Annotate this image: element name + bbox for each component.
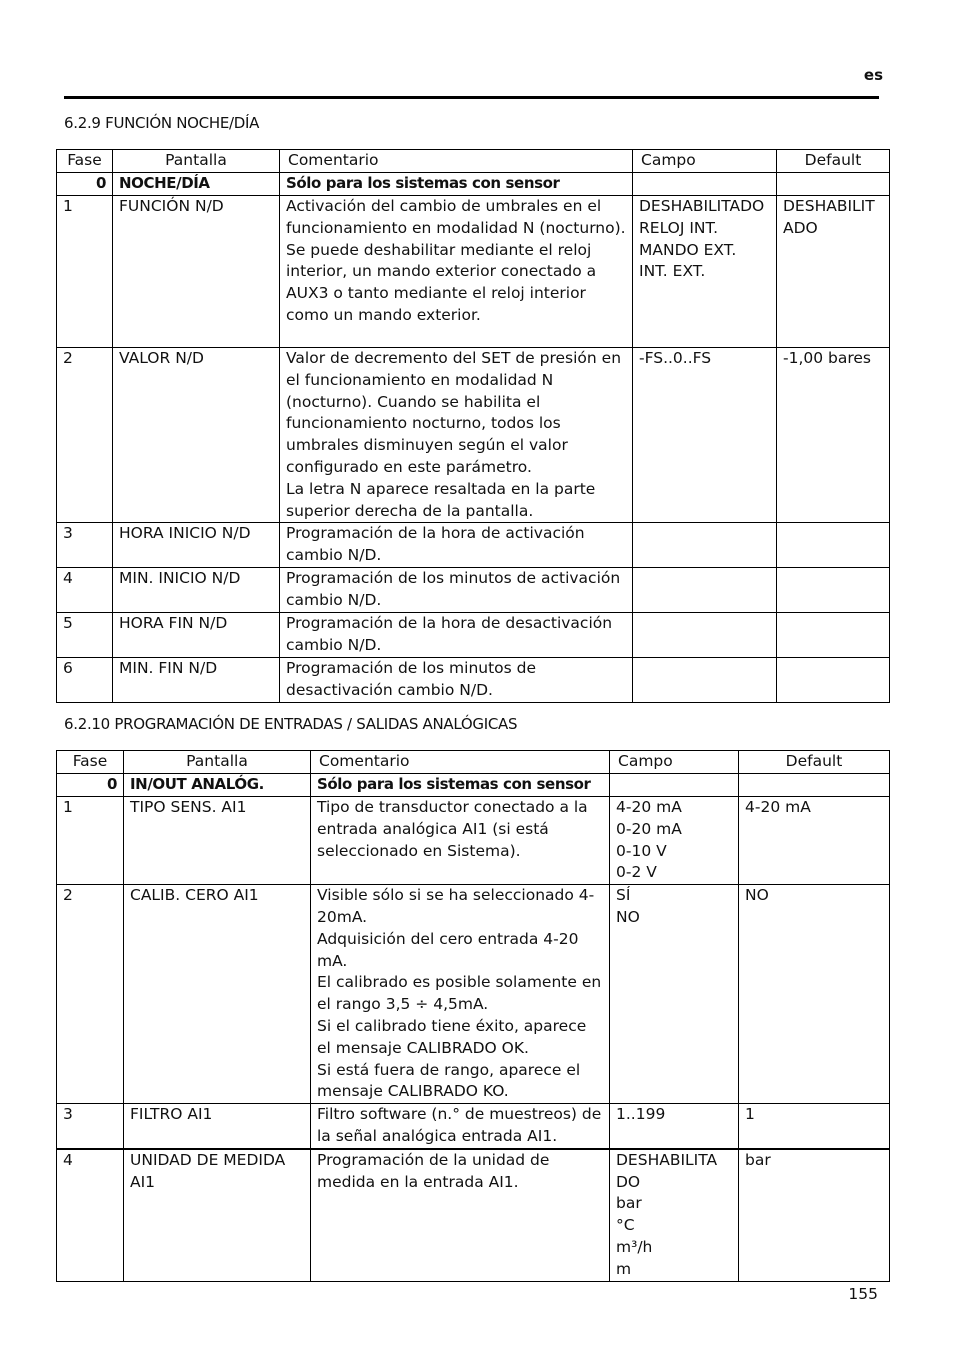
cell-default: 1 <box>739 1104 890 1149</box>
cell-campo <box>633 613 777 658</box>
cell-fase: 6 <box>57 658 113 703</box>
cell-pantalla: IN/OUT ANALÓG. <box>124 774 311 797</box>
cell-fase: 2 <box>57 348 113 523</box>
cell-fase: 1 <box>57 797 124 885</box>
cell-comentario: Programación de la hora de activación cambio N/D. <box>280 523 633 568</box>
cell-default <box>739 774 890 797</box>
table-row <box>57 523 890 568</box>
column-header-fase: Fase <box>57 751 124 774</box>
table-row <box>57 613 890 658</box>
cell-default <box>777 523 890 568</box>
cell-default <box>777 173 890 196</box>
column-header-comentario: Comentario <box>280 150 633 173</box>
cell-pantalla: TIPO SENS. AI1 <box>124 797 311 885</box>
cell-campo <box>610 774 739 797</box>
table-row <box>57 1104 890 1149</box>
column-header-campo: Campo <box>610 751 739 774</box>
cell-comentario: Programación de los minutos de desactivación cambio N/D. <box>280 658 633 703</box>
cell-default <box>777 658 890 703</box>
cell-campo: -FS..0..FS <box>633 348 777 523</box>
cell-campo <box>633 523 777 568</box>
column-header-default: Default <box>739 751 890 774</box>
cell-default <box>777 568 890 613</box>
cell-fase: 2 <box>57 885 124 1104</box>
cell-fase: 4 <box>57 568 113 613</box>
cell-pantalla: HORA INICIO N/D <box>113 523 280 568</box>
table-analog-io <box>56 750 890 1282</box>
cell-fase: 3 <box>57 1104 124 1149</box>
cell-pantalla: MIN. INICIO N/D <box>113 568 280 613</box>
cell-default: DESHABILIT ADO <box>777 196 890 348</box>
table-row <box>57 568 890 613</box>
cell-campo: 1..199 <box>610 1104 739 1149</box>
cell-fase: 0 <box>57 173 113 196</box>
cell-pantalla: HORA FIN N/D <box>113 613 280 658</box>
cell-comentario: Sólo para los sistemas con sensor <box>280 173 633 196</box>
column-header-campo: Campo <box>633 150 777 173</box>
cell-comentario: Filtro software (n.° de muestreos) de la señal analógica entrada AI1. <box>311 1104 610 1149</box>
cell-campo: SÍ NO <box>610 885 739 1104</box>
section-title-night-day: 6.2.9 FUNCIÓN NOCHE/DÍA <box>64 114 260 132</box>
table-row <box>57 658 890 703</box>
cell-fase: 1 <box>57 196 113 348</box>
table-night-day <box>56 149 890 703</box>
table-row <box>57 196 890 348</box>
table-row <box>57 774 890 797</box>
cell-campo <box>633 173 777 196</box>
language-code: es <box>863 66 883 84</box>
table-row <box>57 348 890 523</box>
column-header-pantalla: Pantalla <box>113 150 280 173</box>
table-row <box>57 885 890 1104</box>
cell-fase: 0 <box>57 774 124 797</box>
cell-campo: 4-20 mA 0-20 mA 0-10 V 0-2 V <box>610 797 739 885</box>
cell-comentario: Programación de los minutos de activación cambio N/D. <box>280 568 633 613</box>
column-header-comentario: Comentario <box>311 751 610 774</box>
cell-fase: 5 <box>57 613 113 658</box>
cell-comentario: Activación del cambio de umbrales en el funcionamiento en modalidad N (nocturno). Se puede deshabilitar mediante el reloj interior, un mando exterior conectado a AUX3 o tanto mediante el reloj interior como un mando exterior. <box>280 196 633 348</box>
cell-default: -1,00 bares <box>777 348 890 523</box>
cell-comentario: Programación de la unidad de medida en la entrada AI1. <box>311 1149 610 1281</box>
cell-pantalla: FUNCIÓN N/D <box>113 196 280 348</box>
cell-comentario: Sólo para los sistemas con sensor <box>311 774 610 797</box>
header-rule <box>64 96 879 99</box>
cell-pantalla: NOCHE/DÍA <box>113 173 280 196</box>
section-title-analog-io: 6.2.10 PROGRAMACIÓN DE ENTRADAS / SALIDAS ANALÓGICAS <box>64 715 518 733</box>
cell-default: bar <box>739 1149 890 1281</box>
cell-comentario: Tipo de transductor conectado a la entrada analógica AI1 (si está seleccionado en Sistema). <box>311 797 610 885</box>
cell-campo <box>633 568 777 613</box>
cell-fase: 4 <box>57 1149 124 1281</box>
column-header-fase: Fase <box>57 150 113 173</box>
cell-campo <box>633 658 777 703</box>
cell-default: NO <box>739 885 890 1104</box>
cell-comentario: Valor de decremento del SET de presión en el funcionamiento en modalidad N (nocturno). Cuando se habilita el funcionamiento nocturno, todos los umbrales disminuyen según el valor configurado en este parámetro. La letra N aparece resaltada en la parte superior derecha de la pantalla. <box>280 348 633 523</box>
cell-campo: DESHABILITA DO bar °C m³/h m <box>610 1149 739 1281</box>
cell-pantalla: UNIDAD DE MEDIDA AI1 <box>124 1149 311 1281</box>
cell-pantalla: VALOR N/D <box>113 348 280 523</box>
cell-default: 4-20 mA <box>739 797 890 885</box>
page-number: 155 <box>848 1285 878 1303</box>
column-header-default: Default <box>777 150 890 173</box>
table-row <box>57 1149 890 1281</box>
cell-default <box>777 613 890 658</box>
cell-pantalla: MIN. FIN N/D <box>113 658 280 703</box>
cell-pantalla: FILTRO AI1 <box>124 1104 311 1149</box>
column-header-pantalla: Pantalla <box>124 751 311 774</box>
table-row <box>57 173 890 196</box>
cell-fase: 3 <box>57 523 113 568</box>
table-row <box>57 797 890 885</box>
cell-comentario: Visible sólo si se ha seleccionado 4-20mA. Adquisición del cero entrada 4-20 mA. El calibrado es posible solamente en el rango 3,5 ÷ 4,5mA. Si el calibrado tiene éxito, aparece el mensaje CALIBRADO OK. Si está fuera de rango, aparece el mensaje CALIBRADO KO. <box>311 885 610 1104</box>
cell-comentario: Programación de la hora de desactivación cambio N/D. <box>280 613 633 658</box>
cell-campo: DESHABILITADO RELOJ INT. MANDO EXT. INT. EXT. <box>633 196 777 348</box>
cell-pantalla: CALIB. CERO AI1 <box>124 885 311 1104</box>
